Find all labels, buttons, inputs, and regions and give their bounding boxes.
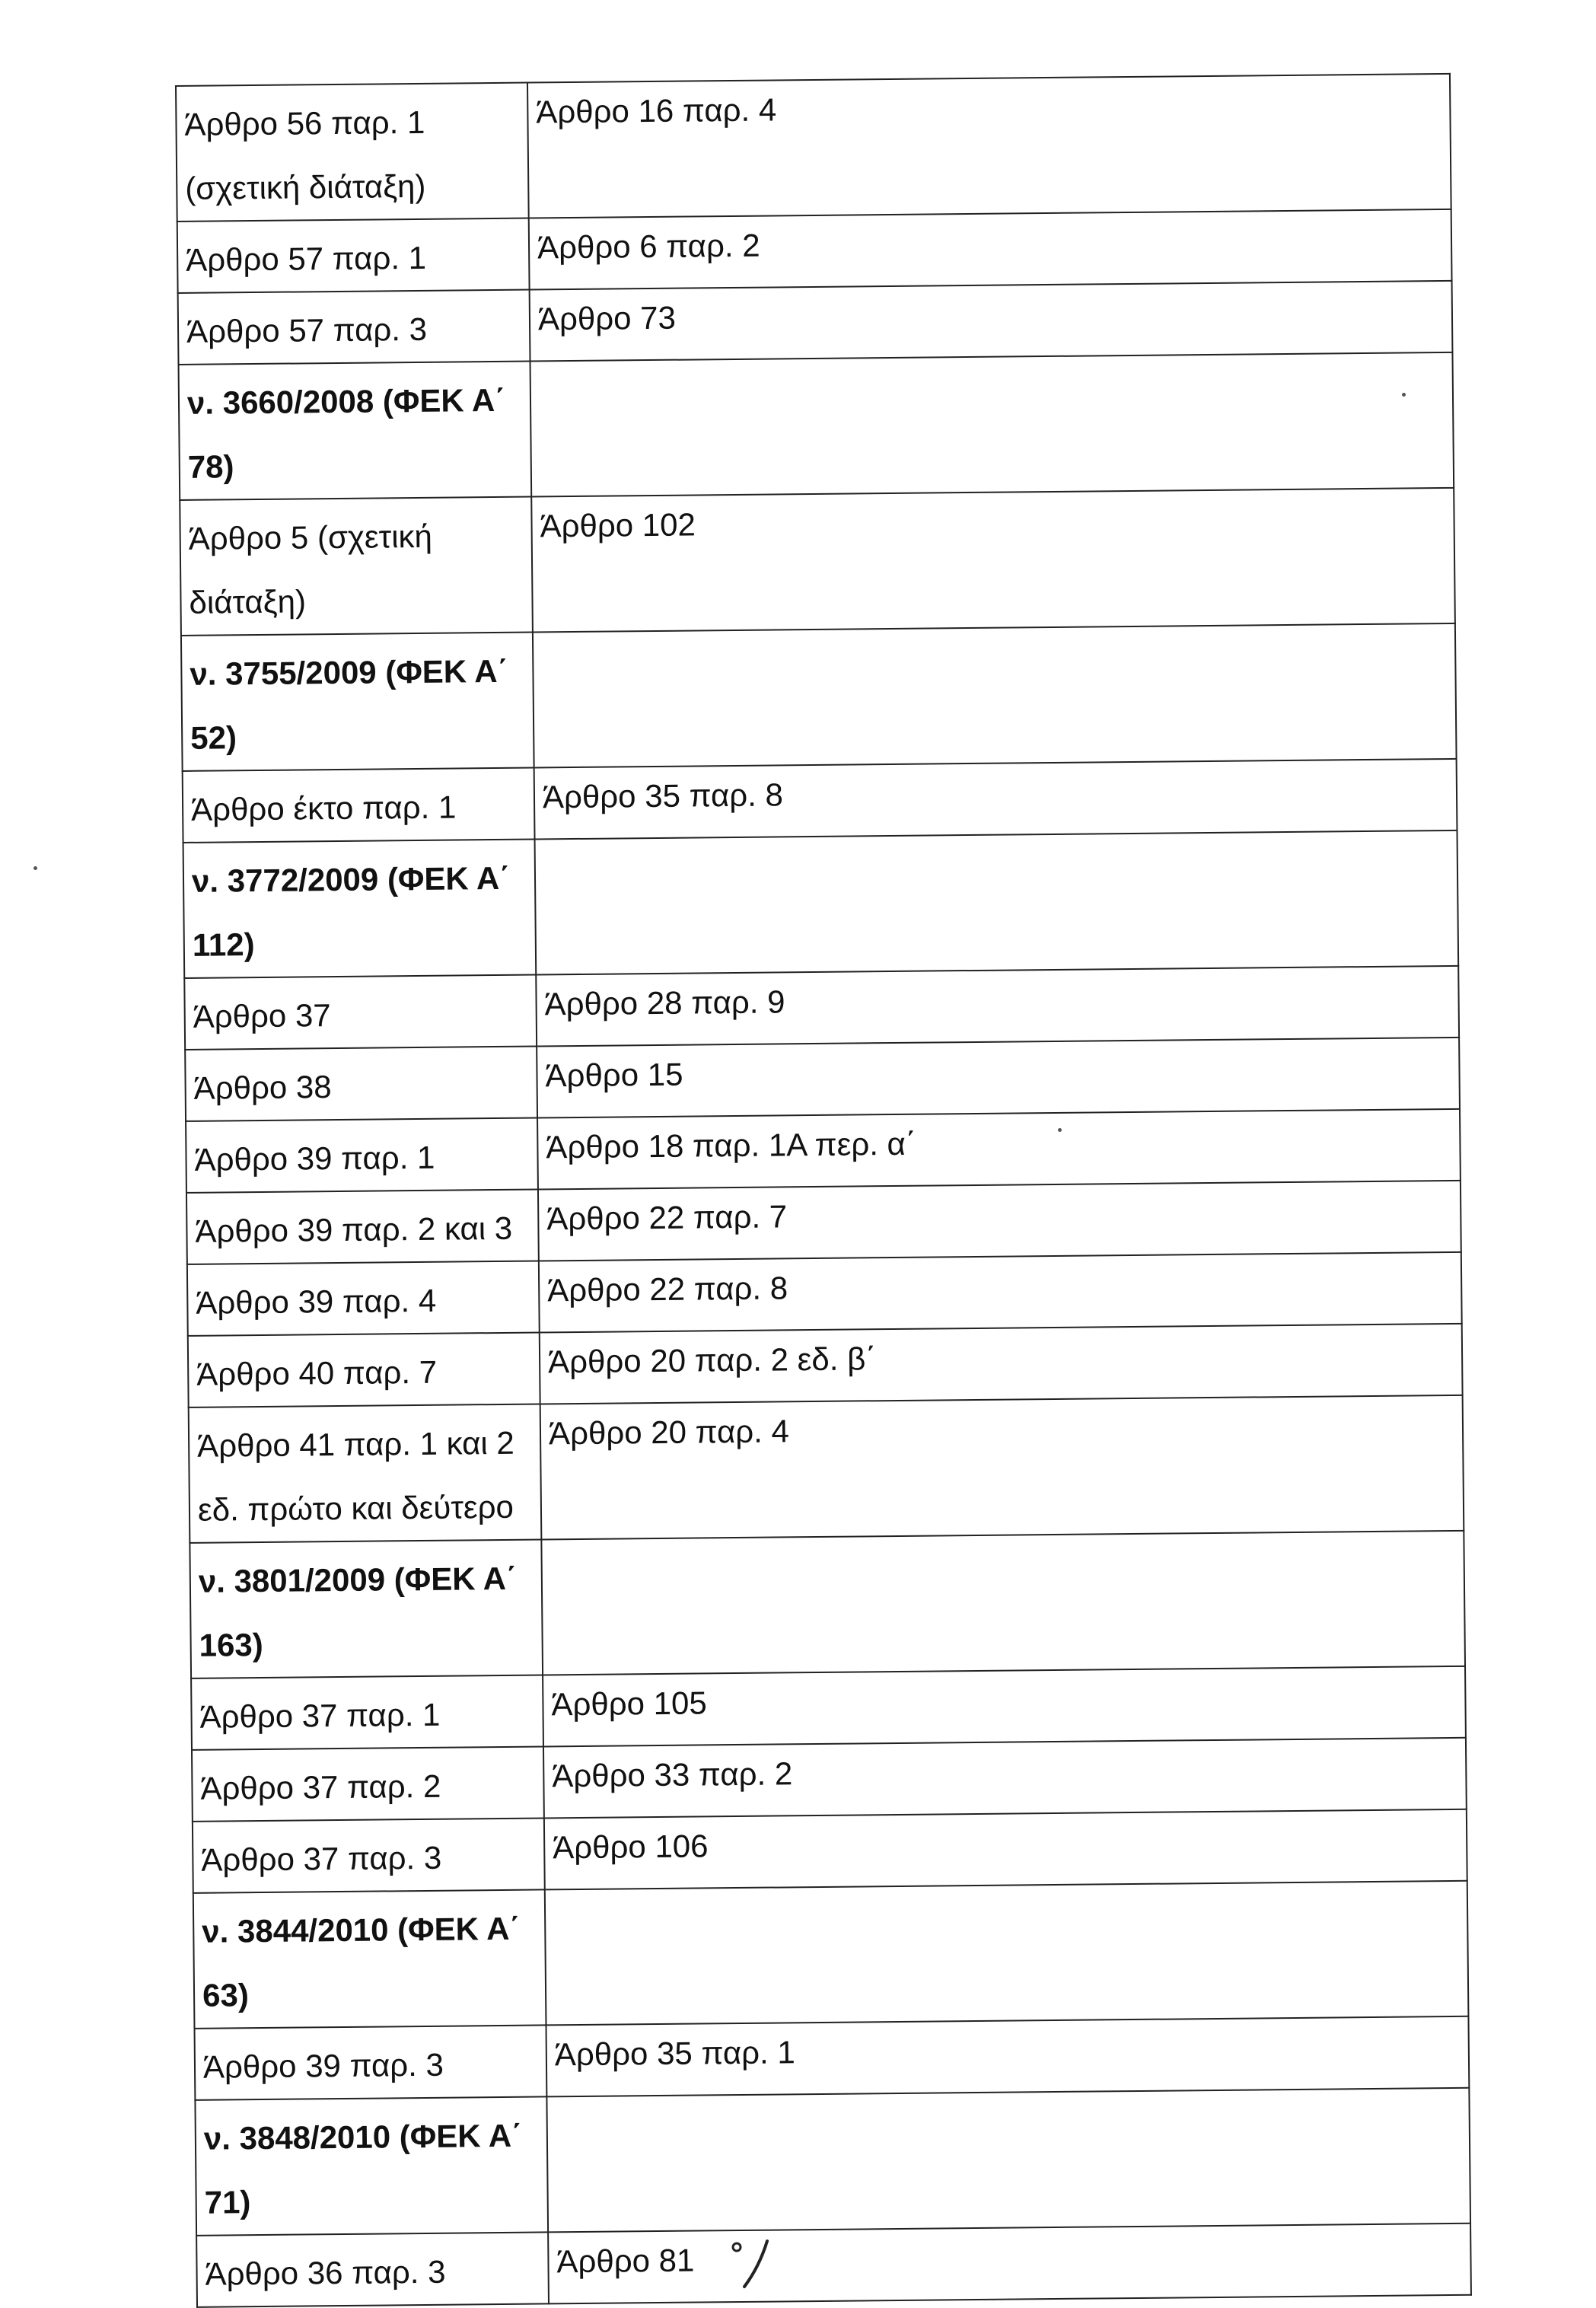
new-provision-cell bbox=[537, 1109, 1461, 1190]
law-title-cell: ν. 3755/2009 (ΦΕΚ Α΄ 52) bbox=[181, 633, 534, 771]
old-provision-cell: Άρθρο 37 παρ. 2 bbox=[192, 1746, 544, 1821]
new-provision-cell bbox=[537, 1038, 1460, 1118]
new-provision-cell bbox=[530, 281, 1453, 362]
old-provision-cell: Άρθρο 39 παρ. 2 και 3 bbox=[186, 1189, 539, 1264]
law-title-cell: ν. 3801/2009 (ΦΕΚ Α΄ 163) bbox=[190, 1539, 543, 1678]
table-row bbox=[184, 966, 1459, 1050]
new-provision-cell bbox=[530, 352, 1454, 497]
table-row bbox=[176, 74, 1451, 222]
new-provision-text: Άρθρο 33 παρ. 2 bbox=[552, 1755, 793, 1794]
law-title-cell: ν. 3772/2009 (ΦΕΚ Α΄ 112) bbox=[183, 840, 537, 978]
new-provision-text: Άρθρο 15 bbox=[545, 1056, 683, 1094]
table-row bbox=[178, 281, 1453, 365]
correspondence-table-body bbox=[176, 74, 1471, 2307]
old-provision-cell: Άρθρο 37 παρ. 1 bbox=[191, 1675, 543, 1749]
new-provision-text: Άρθρο 81 bbox=[556, 2242, 695, 2280]
old-provision-cell: Άρθρο 5 (σχετική διάταξη) bbox=[180, 497, 533, 636]
table-row bbox=[191, 1666, 1466, 1750]
table-row bbox=[185, 1038, 1460, 1121]
scan-speck bbox=[1058, 1128, 1062, 1132]
new-provision-cell bbox=[546, 2016, 1469, 2097]
new-provision-cell bbox=[548, 2224, 1471, 2304]
new-provision-cell bbox=[536, 966, 1459, 1047]
table-row bbox=[195, 2016, 1470, 2100]
table-row bbox=[189, 1395, 1464, 1543]
old-provision-cell: Άρθρο 37 παρ. 3 bbox=[193, 1818, 545, 1892]
table-row bbox=[193, 1809, 1467, 1893]
new-provision-text: Άρθρο 18 παρ. 1Α περ. α΄ bbox=[546, 1125, 917, 1165]
table-row bbox=[188, 1324, 1463, 1407]
new-provision-cell bbox=[543, 1738, 1467, 1819]
new-provision-text: Άρθρο 105 bbox=[551, 1685, 707, 1723]
law-title-cell: ν. 3844/2010 (ΦΕΚ Α΄ 63) bbox=[193, 1889, 546, 2028]
old-provision-cell: Άρθρο έκτο παρ. 1 bbox=[183, 768, 535, 843]
table-row bbox=[187, 1252, 1462, 1336]
law-title-cell: ν. 3660/2008 (ΦΕΚ Α΄ 78) bbox=[179, 362, 532, 500]
old-provision-cell: Άρθρο 56 παρ. 1 (σχετική διάταξη) bbox=[176, 83, 529, 222]
new-provision-cell bbox=[541, 1531, 1465, 1675]
old-provision-cell: Άρθρο 38 bbox=[185, 1046, 537, 1121]
new-provision-text: Άρθρο 22 παρ. 7 bbox=[546, 1198, 788, 1237]
new-provision-cell bbox=[527, 74, 1451, 218]
new-provision-cell bbox=[539, 1252, 1462, 1333]
law-header-row bbox=[183, 830, 1459, 978]
new-provision-text: Άρθρο 20 παρ. 2 εδ. β΄ bbox=[547, 1340, 877, 1380]
new-provision-text: Άρθρο 20 παρ. 4 bbox=[548, 1413, 790, 1452]
new-provision-text: Άρθρο 16 παρ. 4 bbox=[536, 91, 777, 130]
new-provision-cell bbox=[538, 1181, 1461, 1261]
old-provision-cell: Άρθρο 41 παρ. 1 και 2 εδ. πρώτο και δεύτερο bbox=[189, 1404, 542, 1542]
table-row bbox=[186, 1181, 1461, 1264]
law-header-row bbox=[190, 1531, 1465, 1678]
correspondence-table bbox=[175, 73, 1472, 2308]
law-title-cell: ν. 3848/2010 (ΦΕΚ Α΄ 71) bbox=[195, 2096, 548, 2235]
new-provision-cell bbox=[540, 1395, 1464, 1540]
new-provision-cell bbox=[545, 1881, 1469, 2026]
law-header-row bbox=[181, 623, 1457, 771]
new-provision-cell bbox=[534, 759, 1457, 840]
old-provision-cell: Άρθρο 37 bbox=[184, 975, 537, 1050]
new-provision-cell bbox=[533, 623, 1457, 768]
new-provision-cell bbox=[544, 1809, 1467, 1890]
old-provision-cell: Άρθρο 39 παρ. 3 bbox=[195, 2025, 547, 2099]
law-header-row bbox=[179, 352, 1454, 500]
scan-speck bbox=[33, 866, 37, 870]
table-row bbox=[196, 2224, 1471, 2307]
old-provision-cell: Άρθρο 57 παρ. 3 bbox=[178, 290, 530, 365]
table-row bbox=[180, 488, 1455, 636]
correspondence-sheet bbox=[175, 73, 1452, 2308]
old-provision-cell: Άρθρο 39 παρ. 1 bbox=[186, 1117, 538, 1192]
new-provision-cell bbox=[546, 2088, 1470, 2233]
new-provision-text: Άρθρο 28 παρ. 9 bbox=[544, 983, 785, 1022]
table-row bbox=[183, 759, 1457, 843]
new-provision-text: Άρθρο 35 παρ. 1 bbox=[554, 2034, 795, 2073]
new-provision-text: Άρθρο 102 bbox=[540, 506, 696, 544]
new-provision-cell bbox=[540, 1324, 1463, 1404]
new-provision-cell bbox=[535, 830, 1459, 975]
new-provision-cell bbox=[543, 1666, 1466, 1747]
handwritten-page-mark bbox=[723, 2230, 784, 2291]
old-provision-cell: Άρθρο 57 παρ. 1 bbox=[177, 218, 530, 293]
table-row bbox=[177, 209, 1452, 293]
new-provision-text: Άρθρο 22 παρ. 8 bbox=[546, 1270, 788, 1309]
table-row bbox=[192, 1738, 1467, 1822]
new-provision-text: Άρθρο 6 παρ. 2 bbox=[537, 227, 760, 266]
new-provision-cell bbox=[531, 488, 1455, 633]
old-provision-cell: Άρθρο 39 παρ. 4 bbox=[187, 1261, 540, 1335]
new-provision-text: Άρθρο 35 παρ. 8 bbox=[542, 776, 784, 815]
new-provision-cell bbox=[529, 209, 1452, 290]
new-provision-text: Άρθρο 106 bbox=[553, 1828, 709, 1866]
law-header-row bbox=[193, 1881, 1469, 2029]
scan-speck bbox=[1402, 393, 1406, 397]
table-row bbox=[186, 1109, 1461, 1193]
old-provision-cell: Άρθρο 40 παρ. 7 bbox=[188, 1332, 540, 1407]
old-provision-cell: Άρθρο 36 παρ. 3 bbox=[196, 2232, 549, 2306]
new-provision-text: Άρθρο 73 bbox=[537, 299, 677, 337]
law-header-row bbox=[195, 2088, 1470, 2236]
